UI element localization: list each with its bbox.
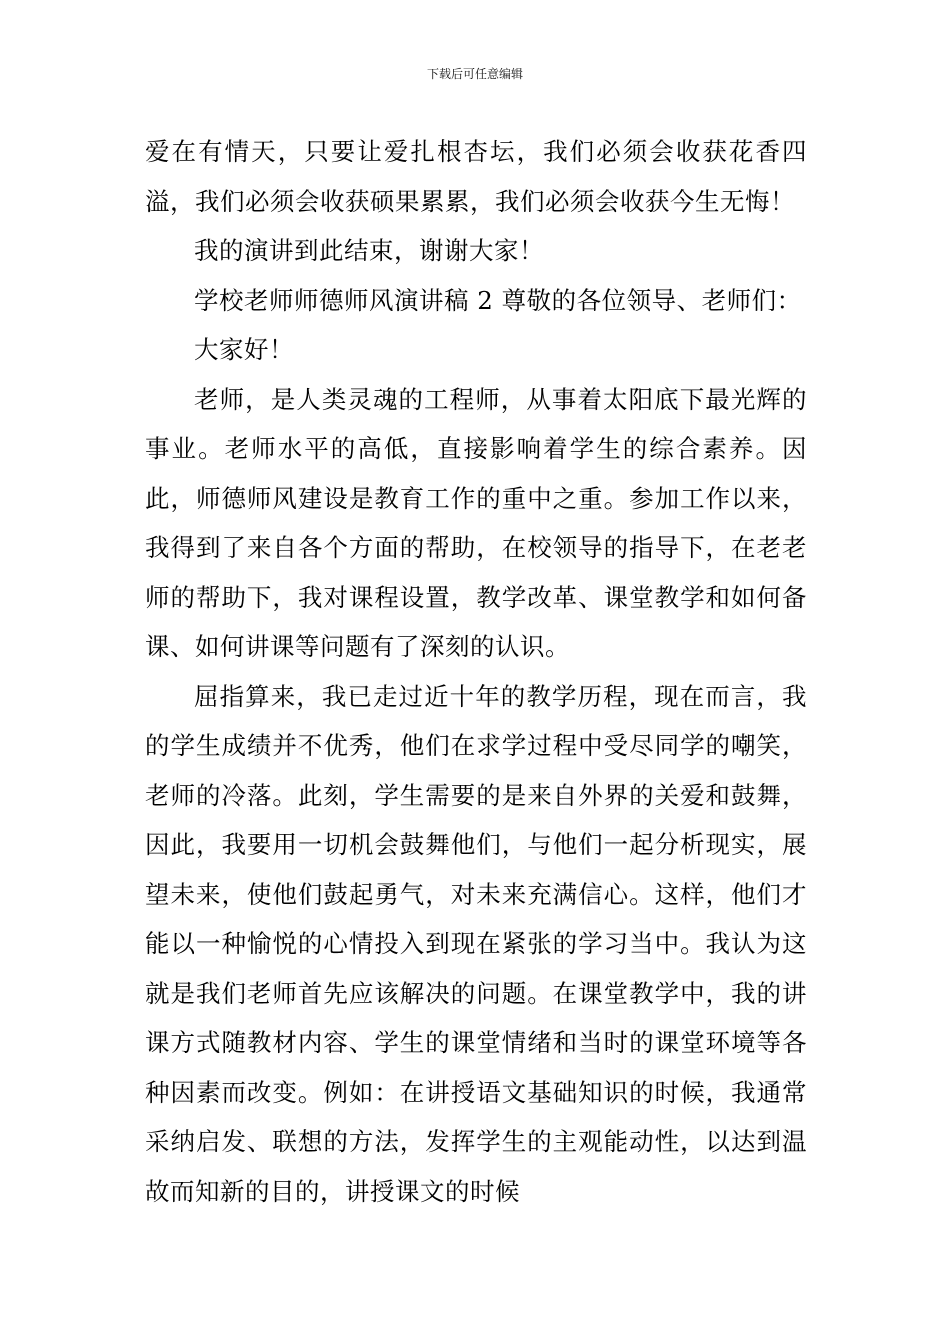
paragraph-body-2: 屈指算来，我已走过近十年的教学历程，现在而言，我的学生成绩并不优秀，他们在求学过程中受尽同学的嘲笑，老师的冷落。此刻，学生需要的是来自外界的关爱和鼓舞，因此，我要用一切机会鼓舞他们，与他们一起分析现实，展望未来，使他们鼓起勇气，对未来充满信心。这样，他们才能以一种愉悦的心情投入到现在紧张的学习当中。我认为这就是我们老师首先应该解决的问题。在课堂教学中，我的讲课方式随教材内容、学生的课堂情绪和当时的课堂环境等各种因素而改变。例如：在讲授语文基础知识的时候，我通常采纳启发、联想的方法，发挥学生的主观能动性，以达到温故而知新的目的，讲授课文的时候 [145,681,807,1206]
page-header: 下载后可任意编辑 [426,67,523,81]
paragraph-body-1: 老师，是人类灵魂的工程师，从事着太阳底下最光辉的事业。老师水平的高低，直接影响着学生的综合素养。因此，师德师风建设是教育工作的重中之重。参加工作以来，我得到了来自各个方面的帮助，在校领导的指导下，在老老师的帮助下，我对课程设置，教学改革、课堂教学和如何备课、如何讲课等问题有了深刻的认识。 [145,384,807,661]
document-body [145,127,807,1216]
paragraph-closing: 我的演讲到此结束，谢谢大家！ [194,236,544,265]
paragraph-greeting: 大家好！ [194,335,294,364]
paragraph-continuation: 爱在有情天，只要让爱扎根杏坛，我们必须会收获花香四溢，我们必须会收获硕果累累，我们必须会收获今生无悔！ [145,137,807,216]
paragraph-speech-title: 学校老师师德师风演讲稿 2 尊敬的各位领导、老师们： [194,285,802,315]
